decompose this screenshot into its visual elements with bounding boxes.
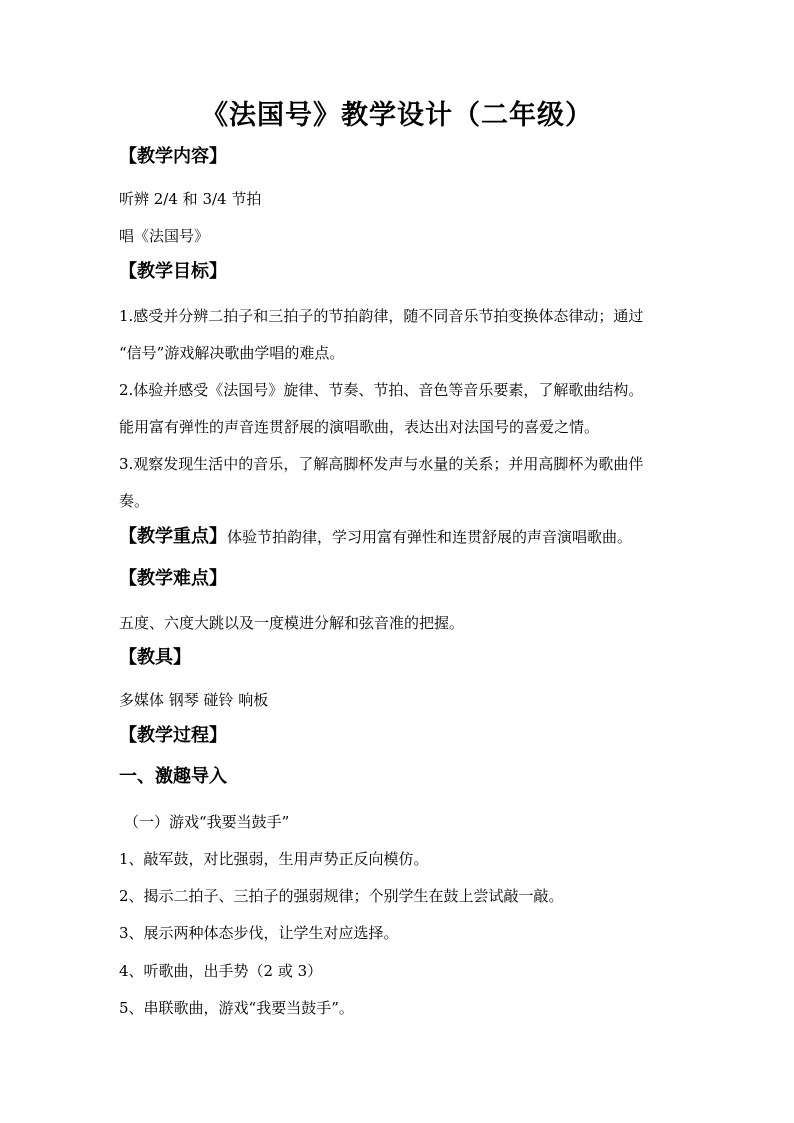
process-sub1-heading: （一）游戏“我要当鼓手” xyxy=(124,813,290,831)
goal-line-4: 能用富有弹性的声音连贯舒展的演唱歌曲，表达出对法国号的喜爱之情。 xyxy=(119,418,600,436)
goal-line-3: 2.体验并感受《法国号》旋律、节奏、节拍、音色等音乐要素，了解歌曲结构。 xyxy=(119,381,644,399)
goal-line-1: 1.感受并分辨二拍子和三拍子的节拍韵律，随不同音乐节拍变换体态律动；通过 xyxy=(119,307,644,325)
key-points-paragraph xyxy=(119,524,679,550)
process-step-3: 3、展示两种体态步伐，让学生对应选择。 xyxy=(119,924,399,942)
key-points-text: 体验节拍韵律，学习用富有弹性和连贯舒展的声音演唱歌曲。 xyxy=(227,528,633,546)
heading-teaching-content: 【教学内容】 xyxy=(119,146,227,167)
content-item-2: 唱《法国号》 xyxy=(119,227,210,245)
process-step-5: 5、串联歌曲，游戏“我要当鼓手”。 xyxy=(119,999,354,1017)
process-step-4: 4、听歌曲，出手势（2 或 3） xyxy=(119,962,323,980)
document-title: 《法国号》教学设计（二年级） xyxy=(201,100,593,131)
difficulties-text: 五度、六度大跳以及一度模进分解和弦音准的把握。 xyxy=(119,614,465,632)
goal-line-5: 3.观察发现生活中的音乐，了解高脚杯发声与水量的关系；并用高脚杯为歌曲伴 xyxy=(119,455,644,473)
content-item-1: 听辨 2/4 和 3/4 节拍 xyxy=(119,190,262,208)
process-part1-heading: 一、激趣导入 xyxy=(119,766,227,787)
goal-line-2: “信号”游戏解决歌曲学唱的难点。 xyxy=(119,344,345,362)
heading-difficulties: 【教学难点】 xyxy=(119,568,227,589)
heading-key-points: 【教学重点】 xyxy=(119,526,227,547)
goal-line-6: 奏。 xyxy=(119,492,150,510)
tools-text: 多媒体 钢琴 碰铃 响板 xyxy=(119,691,269,709)
heading-teaching-tools: 【教具】 xyxy=(119,647,191,668)
heading-teaching-process: 【教学过程】 xyxy=(119,725,227,746)
process-step-1: 1、敲军鼓，对比强弱，生用声势正反向模仿。 xyxy=(119,850,429,868)
process-step-2: 2、揭示二拍子、三拍子的强弱规律；个别学生在鼓上尝试敲一敲。 xyxy=(119,887,564,905)
heading-teaching-goals: 【教学目标】 xyxy=(119,261,227,282)
